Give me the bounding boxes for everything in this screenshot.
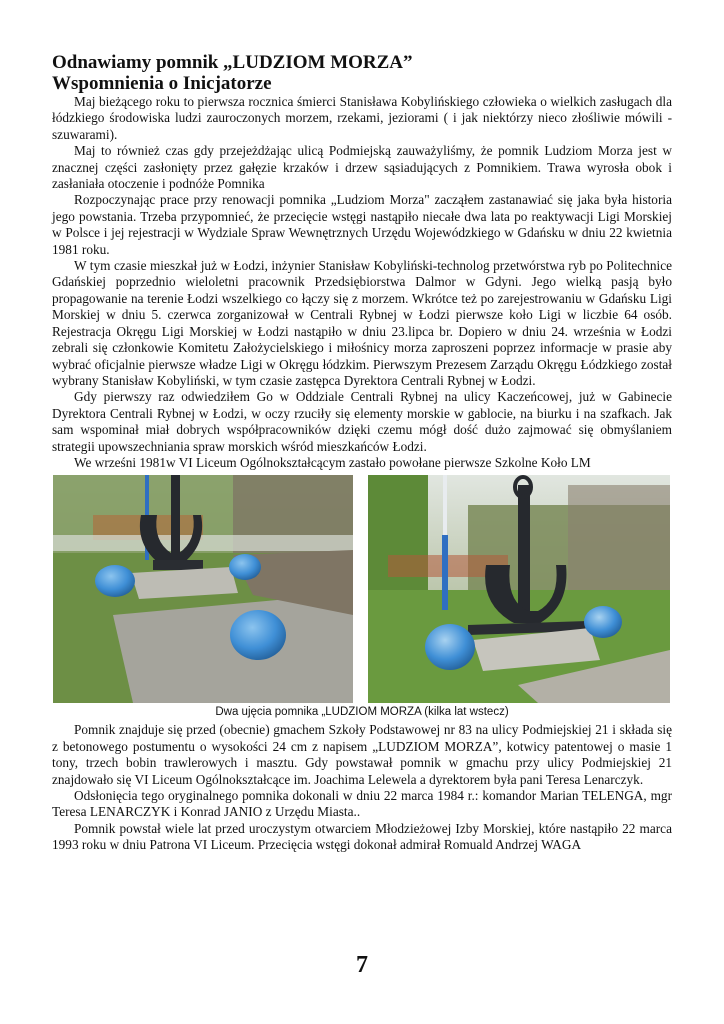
page-number: 7 [356,952,368,978]
monument-photo-2-image [368,475,670,703]
photo-caption: Dwa ujęcia pomnika „LUDZIOM MORZA (kilka lat wstecz) [215,706,509,719]
article-subtitle: Wspomnienia o Inicjatorze [52,73,272,94]
paragraph: Odsłonięcia tego oryginalnego pomnika dokonali w dniu 22 marca 1984 r.: komandor Marian TELENGA, mgr Teresa LENARCZYK i Konrad JANIO z Urzędu Miasta.. [52,787,672,820]
paragraph: Gdy pierwszy raz odwiedziłem Go w Oddziale Centrali Rybnej na ulicy Kaczeńcowej, już w Gabinecie Dyrektora Centrali Rybnej w Łodzi, w oczy rzuciły się elementy morskie w gablocie, na biurku i na szafkach. Jak sam wspominał miał dobrych współpracowników dzięki czemu mógł dość dużo zajmować się obmyślaniem strategii upowszechniania spraw morskich wśród mieszkańców Łodzi. [52,389,672,454]
paragraph: Maj to również czas gdy przejeżdżając ulicą Podmiejską zauważyliśmy, że pomnik Ludziom Morza jest w znacznej części zasłonięty przez gałęzie krzaków i drzew sąsiadujących z Pomnikiem. Trawa wyrosła obok i zasłaniała otoczenie i podnóże Pomnika [52,143,672,192]
paragraph: Pomnik znajduje się przed (obecnie) gmachem Szkoły Podstawowej nr 83 na ulicy Podmiejskiej 21 i składa się z betonowego postumentu o wysokości 24 cm z napisem „LUDZIOM MORZA”, kotwicy patentowej o masie 1 tony, trzech bobin trawlerowych i masztu. Gdy powstawał pomnik w gmachu przy ulicy Podmiejskiej 21 znajdowało się VI Liceum Ogólnokształcące im. Joachima Lelewela a dyrektorem była pani Teresa Lenarczyk. [52,722,672,787]
monument-photo-1-image [53,475,353,703]
monument-photo-1 [53,475,353,703]
document-page [52,52,672,854]
article-title: Odnawiamy pomnik „LUDZIOM MORZA” [52,52,413,73]
monument-photo-2 [368,475,670,703]
paragraph: W tym czasie mieszkał już w Łodzi, inżynier Stanisław Kobyliński-technolog przetwórstwa ryb po Politechnice Gdańskiej poprzednio wieloletni pracownik Przedsiębiorstwa Dalmor w Gdyni. Jego wielką pasją było propagowanie na terenie Łodzi wszelkiego co łączy się z morzem. Wkrótce też po zarejestrowaniu w Gdańsku Ligi Morskiej w dniu 5. czerwca zorganizował w Centrali Rybnej w Łodzi pierwsze koło Ligi w liczbie 64 osób. Rejestracja Okręgu Ligi Morskiej w Łodzi nastąpiło w dniu 23.lipca br. Dopiero w dniu 24. września w Łodzi zebrali się członkowie Komitetu Założycielskiego i miłośnicy morza zaproszeni poprzez informacje w prasie aby wybrać oficjalnie pierwsze władze Ligi w Okręgu łódzkim. Pierwszym Prezesem Zarządu Okręgu Łódzkiego został wybrany Stanisław Kobyliński, w tym czasie zastępca Dyrektora Centrali Rybnej w Łodzi. [52,258,672,388]
paragraph: We wrześni 1981w VI Liceum Ogólnokształcącym zastało powołane pierwsze Szkolne Koło LM [74,454,591,470]
photo-row [52,475,672,703]
paragraph: Rozpoczynając prace przy renowacji pomnika „Ludziom Morza" zacząłem zastanawiać się jaka była historia jego powstania. Trzeba przypomnieć, że przecięcie wstęgi nastąpiło niecałe dwa lata po reaktywacji Ligi Morskiej w Polsce i jej rejestracji w Wydziale Spraw Wewnętrznych Urzędu Wojewódzkiego w Gdańsku w dniu 22 kwietnia 1981 roku. [52,192,672,257]
paragraph: Pomnik powstał wiele lat przed uroczystym otwarciem Młodzieżowej Izby Morskiej, które nastąpiło 22 marca 1993 roku w dniu Patrona VI Liceum. Przecięcia wstęgi dokonał admirał Romuald Andrzej WAGA [52,820,672,853]
paragraph: Maj bieżącego roku to pierwsza rocznica śmierci Stanisława Kobylińskiego człowieka o wielkich zasługach dla łódzkiego środowiska ludzi zauroczonych morzem, rzekami, jeziorami ( i jak niektórzy nieco złośliwie mówili - szuwarami). [52,94,672,142]
